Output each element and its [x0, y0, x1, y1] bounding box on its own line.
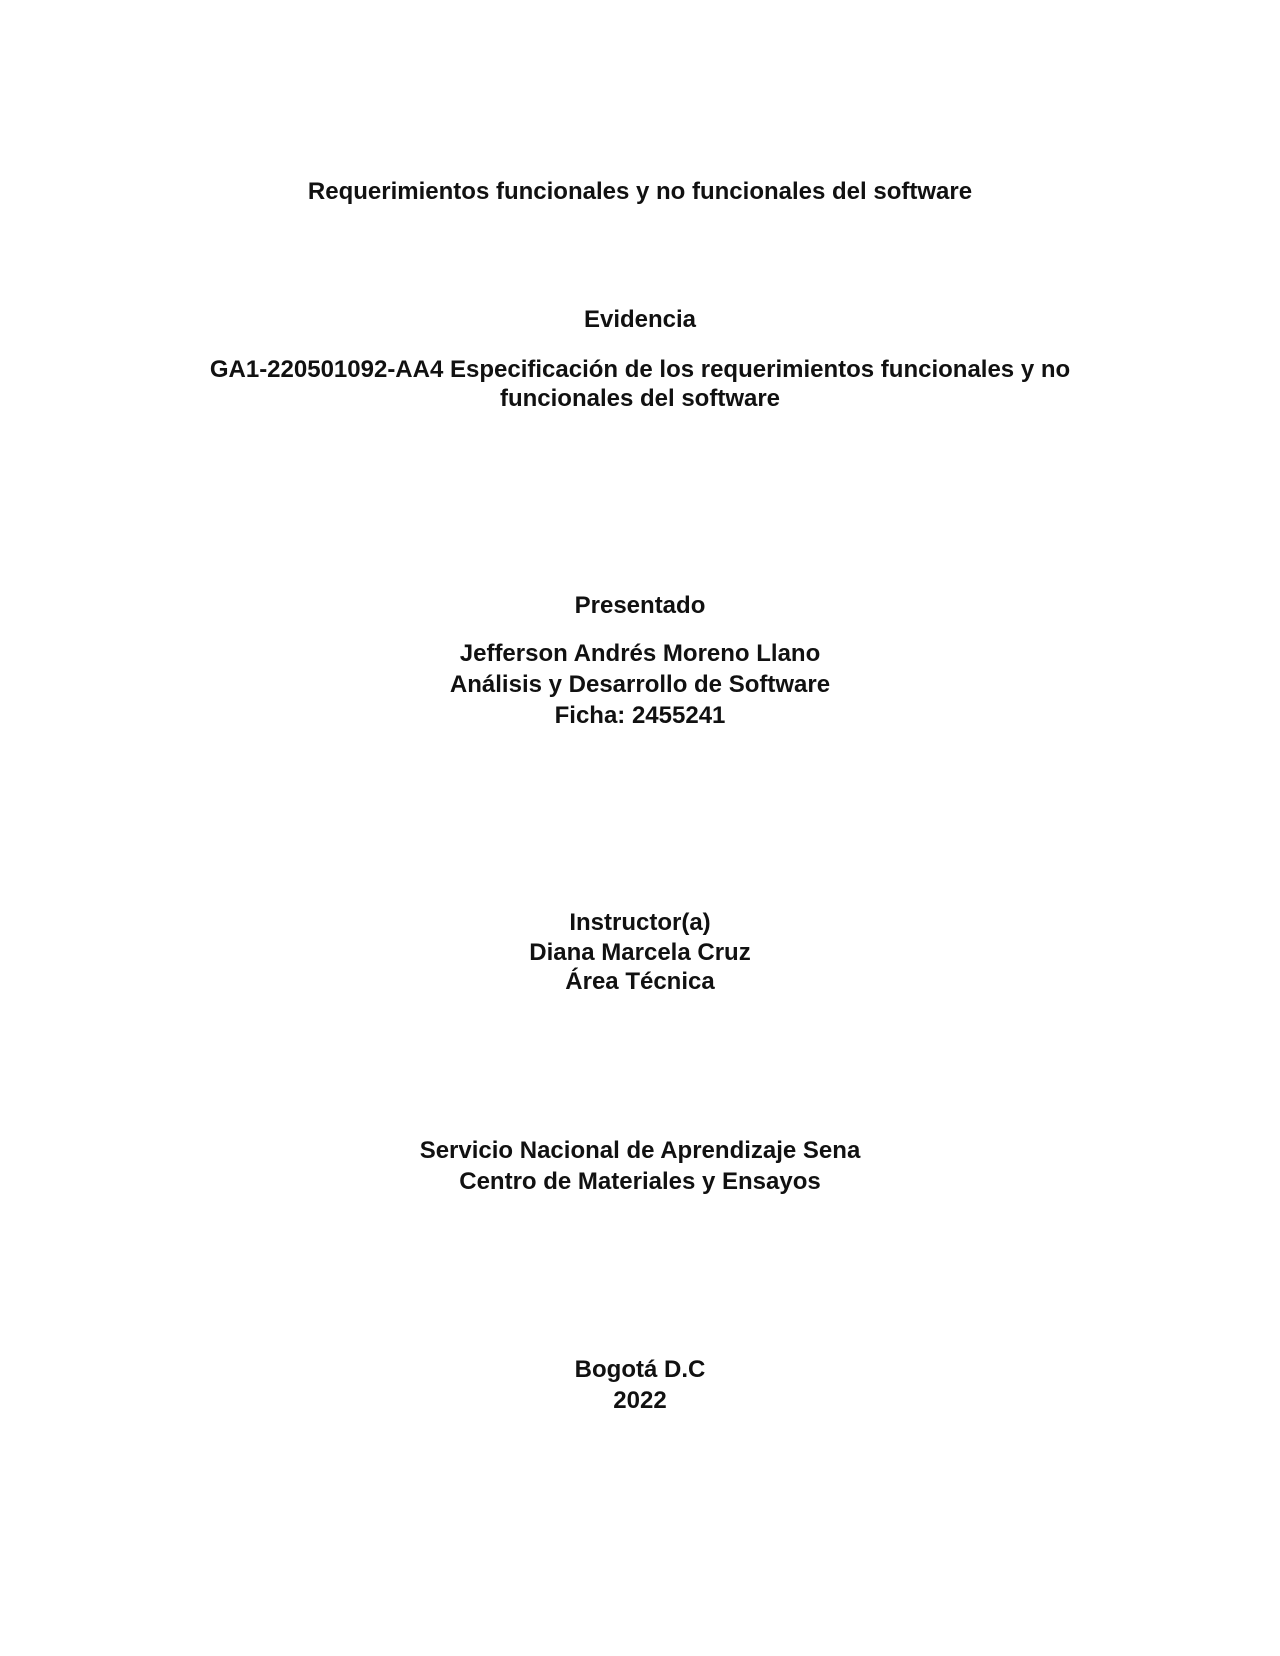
instructor-name: Diana Marcela Cruz [529, 939, 751, 966]
evidence-heading: Evidencia [583, 306, 697, 333]
institution-name: Servicio Nacional de Aprendizaje Sena [419, 1137, 861, 1164]
evidence-line-1: GA1-220501092-AA4 Especificación de los requerimientos funcionales y no [209, 356, 1071, 383]
program-name: Análisis y Desarrollo de Software [449, 671, 831, 698]
location-year: 2022 [613, 1387, 667, 1414]
ficha-number: Ficha: 2455241 [554, 702, 726, 729]
presented-heading: Presentado [574, 592, 706, 619]
institution-center: Centro de Materiales y Ensayos [459, 1168, 821, 1195]
instructor-heading: Instructor(a) [569, 909, 711, 936]
student-name: Jefferson Andrés Moreno Llano [459, 640, 821, 667]
location-city: Bogotá D.C [574, 1356, 706, 1383]
instructor-area: Área Técnica [565, 968, 715, 995]
evidence-line-2: funcionales del software [499, 385, 781, 412]
document-title: Requerimientos funcionales y no funcionales del software [307, 178, 973, 205]
